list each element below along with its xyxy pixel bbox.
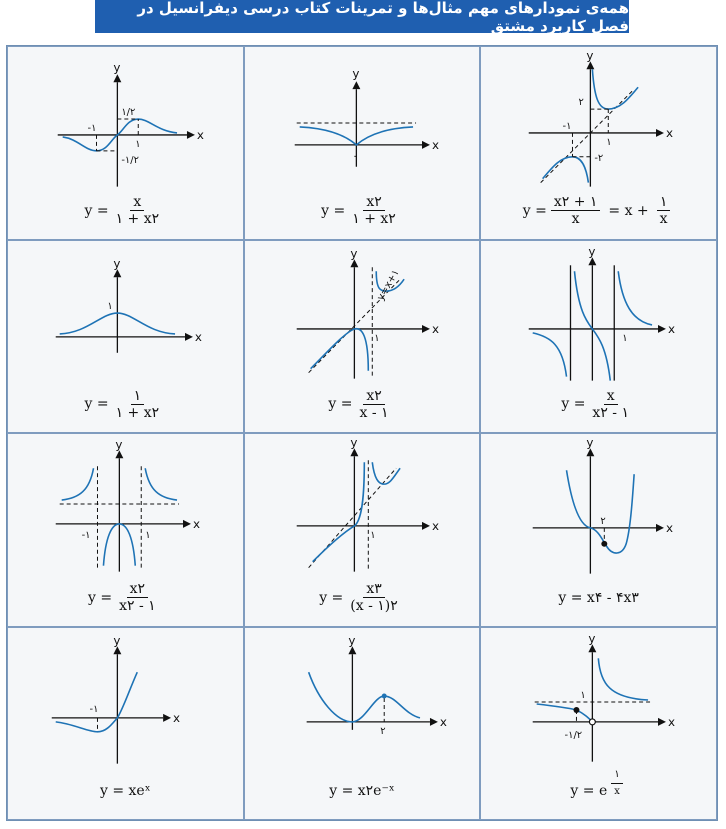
formula: y = x۴ - ۴x۳ <box>558 589 639 606</box>
x-axis-label: x <box>431 518 439 533</box>
tick-label: -۱ <box>562 120 572 132</box>
graph-x2-plus-1-over-x <box>481 47 716 197</box>
tick-label: ۱ <box>145 529 151 541</box>
y-axis-label: y <box>350 245 358 260</box>
y-axis-label: y <box>113 255 121 270</box>
tick-label: -۱ <box>81 529 91 541</box>
x-axis-label: x <box>196 127 204 142</box>
graph-card <box>7 433 244 627</box>
tick-label: ۲ <box>379 725 386 737</box>
tick-label: ۰ <box>352 150 358 162</box>
graph-card <box>480 433 717 627</box>
tick-label: -۱ <box>89 703 99 715</box>
x-axis-label: x <box>431 137 439 152</box>
formula: y = $\frac{x۲}{x۲ - ۱}$ <box>87 581 156 614</box>
formula: y = $\frac{x}{x۲ - ۱}$ <box>561 387 629 421</box>
formula: y = $\frac{x۲}{۱ + x۲}$ <box>321 194 396 227</box>
tick-label: -۱ <box>87 122 97 134</box>
y-axis-label: y <box>350 435 358 450</box>
graph-x-over-x2-minus-1 <box>481 241 716 391</box>
formula: y = $\frac{x}{۱ + x۲}$ <box>84 194 160 227</box>
x-axis-label: x <box>194 329 202 344</box>
formula: y = $\frac{x۳}{(x - ۱)۲}$ <box>319 581 398 614</box>
y-axis-label: y <box>113 60 121 75</box>
x-axis-label: x <box>668 321 676 336</box>
formula: y = xeˣ <box>100 783 151 799</box>
graph-e-to-1-over-x <box>481 628 716 778</box>
tick-label: ۱ <box>107 300 113 312</box>
graph-card <box>480 627 717 821</box>
formula: y = $\frac{x۲ + ۱}{x}$ = x + $\frac{۱}{x}$ <box>481 191 716 231</box>
tick-label: ۱/۲ <box>121 107 136 119</box>
x-axis-label: x <box>666 125 674 140</box>
graph-1-over-1-plus-x2 <box>8 241 243 391</box>
asymptote-label: y=x+۱ <box>374 267 402 303</box>
y-axis-label: y <box>113 632 121 647</box>
x-axis-label: x <box>192 516 201 531</box>
y-axis-label: y <box>588 630 596 645</box>
x-axis-label: x <box>173 710 181 725</box>
graphs-grid <box>6 45 718 821</box>
graph-card <box>7 627 244 821</box>
y-axis-label: y <box>348 632 356 647</box>
graph-card <box>244 240 481 434</box>
tick-label: ۱ <box>580 689 587 701</box>
graph-card <box>244 627 481 821</box>
y-axis-label: y <box>115 437 123 452</box>
tick-label: ۱ <box>369 529 376 541</box>
graph-card <box>7 46 244 240</box>
tick-label: ۲ <box>600 515 606 527</box>
graph-x-e-to-x <box>8 628 243 778</box>
graph-x2-over-x-minus-1 <box>245 241 480 391</box>
graph-card <box>480 46 717 240</box>
tick-label: ۱ <box>373 332 380 344</box>
formula: y = $\frac{۱}{۱ + x۲}$ <box>84 387 160 421</box>
graph-x2-e-to-minus-x <box>245 628 480 778</box>
tick-label: -۲ <box>594 152 604 164</box>
formula: y = e $\frac{۱}{x}$ <box>481 771 716 811</box>
graph-x4-minus-4x3 <box>481 434 716 584</box>
formula: y = $\frac{x۲}{x - ۱}$ <box>328 387 389 421</box>
x-axis-label: x <box>439 714 447 729</box>
graph-x2-over-1-plus-x2 <box>245 47 480 197</box>
x-axis-label: x <box>666 520 674 535</box>
graph-card <box>244 46 481 240</box>
tick-label: ۱ <box>622 332 628 344</box>
x-axis-label: x <box>668 714 676 729</box>
formula: y = x۲e⁻ˣ <box>329 783 395 799</box>
graph-card <box>480 240 717 434</box>
y-axis-label: y <box>352 66 360 81</box>
tick-label: ۱ <box>606 136 612 148</box>
y-axis-label: y <box>586 48 594 63</box>
graph-card <box>7 240 244 434</box>
graph-card <box>244 433 481 627</box>
tick-label: ۲ <box>578 97 585 109</box>
page-title-banner: همه‌ی نمودارهای مهم مثال‌ها و تمرینات کتاب درسی دیفرانسیل در فصل کاربرد مشتق <box>95 0 629 33</box>
tick-label: ۱ <box>135 138 141 150</box>
tick-label: -۱/۲ <box>121 154 139 166</box>
y-axis-label: y <box>586 435 594 450</box>
x-axis-label: x <box>431 321 439 336</box>
graph-x3-over-x-minus-1-squared <box>245 434 480 584</box>
tick-label: -۱/۲ <box>564 729 583 741</box>
graph-x-over-1-plus-x2 <box>8 47 243 197</box>
y-axis-label: y <box>588 243 596 258</box>
graph-x2-over-x2-minus-1 <box>8 434 243 584</box>
